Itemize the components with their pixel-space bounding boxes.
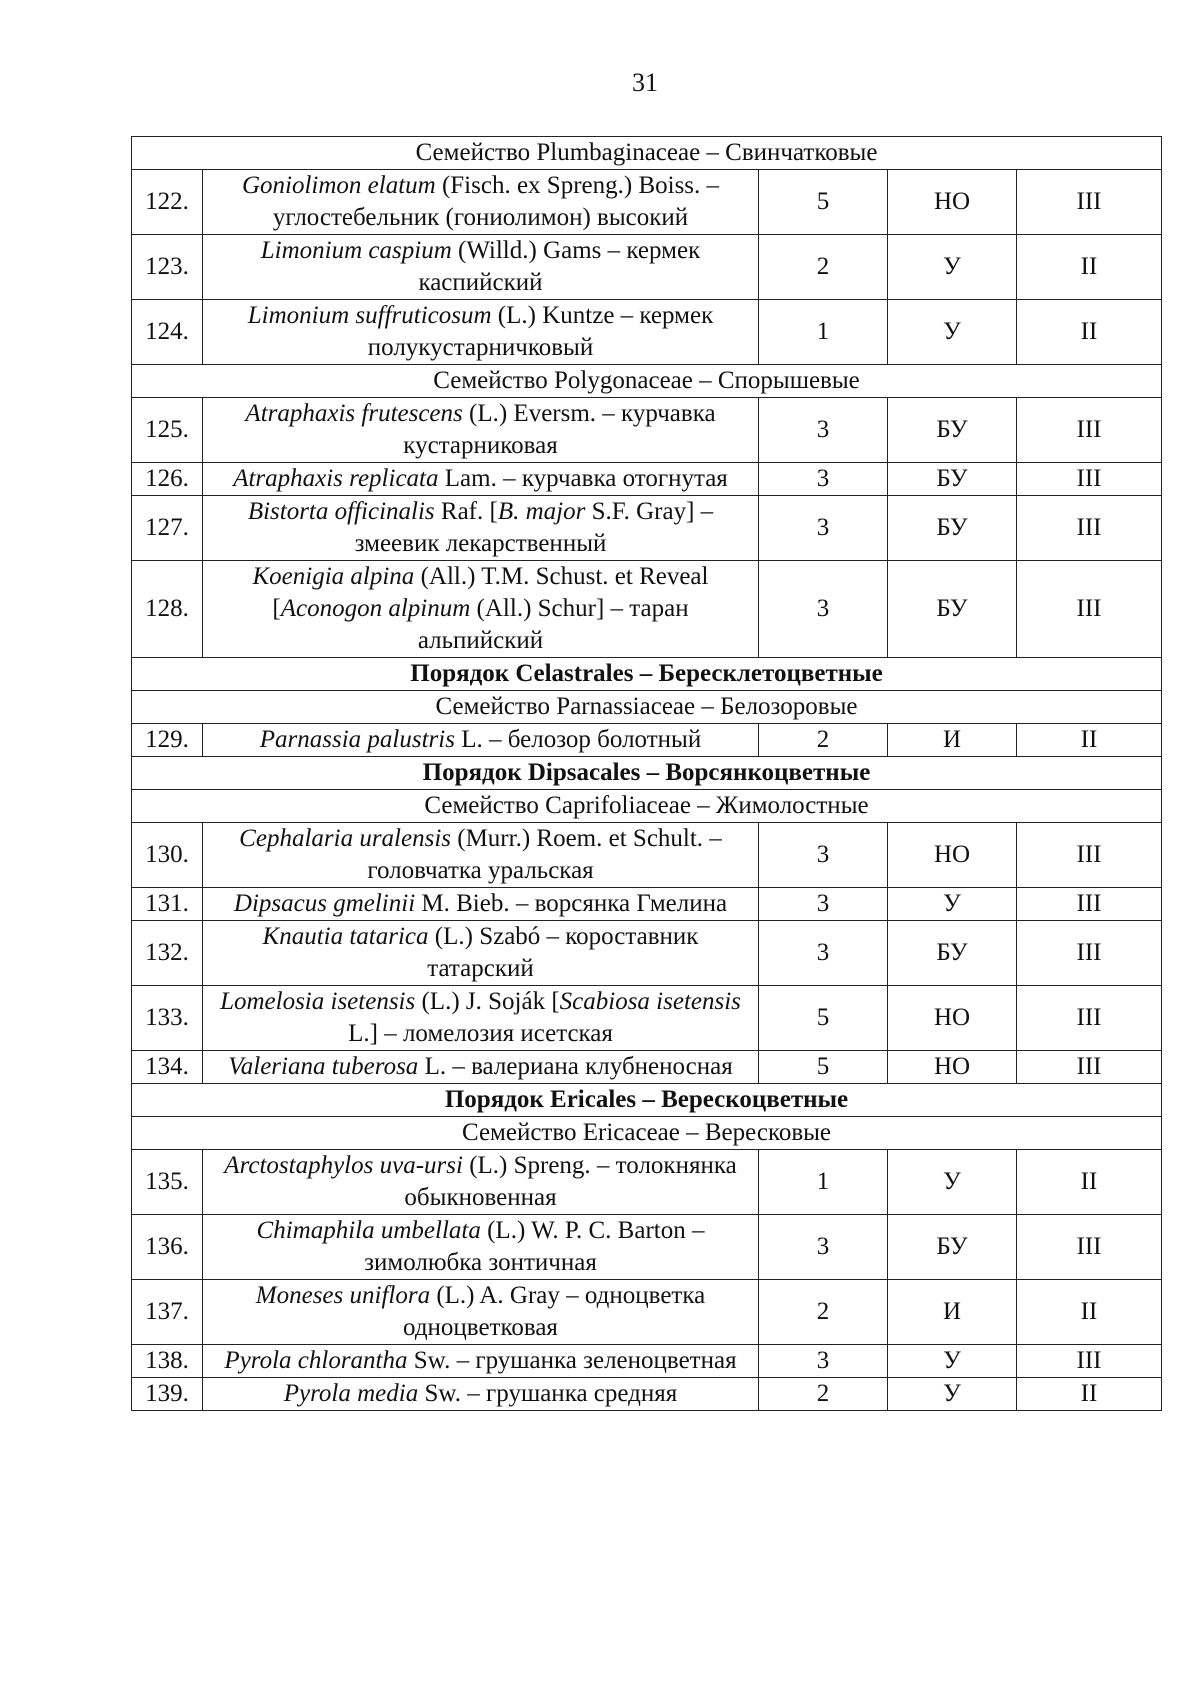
table-row: [132, 1378, 1162, 1411]
priority-level: III: [1017, 986, 1162, 1051]
species-number: 133.: [132, 986, 203, 1051]
priority-level: II: [1017, 724, 1162, 757]
latin-name: Knautia tatarica: [262, 923, 429, 950]
status-code: БУ: [888, 496, 1017, 561]
order-header-row: [132, 1084, 1162, 1117]
species-name: [203, 496, 759, 561]
species-name: [203, 463, 759, 496]
species-name: [203, 921, 759, 986]
priority-level: II: [1017, 300, 1162, 365]
latin-name: Moneses uniflora: [255, 1282, 431, 1309]
species-number: 123.: [132, 235, 203, 300]
species-name: [203, 1345, 759, 1378]
name-text: (L.) W. P. C. Barton – зимолюбка зонтичная: [364, 1217, 705, 1276]
table-row: [132, 1051, 1162, 1084]
name-text: (L.) Eversm. – курчавка кустарниковая: [403, 400, 716, 459]
latin-name: Chimaphila umbellata: [256, 1217, 481, 1244]
family-title: Семейство Parnassiaceae – Белозоровые: [132, 691, 1162, 724]
priority-level: III: [1017, 398, 1162, 463]
species-name: [203, 235, 759, 300]
latin-name: Limonium suffruticosum: [247, 302, 492, 329]
priority-level: III: [1017, 1051, 1162, 1084]
family-header-row: [132, 1117, 1162, 1150]
species-name: [203, 561, 759, 658]
species-name: [203, 300, 759, 365]
species-number: 129.: [132, 724, 203, 757]
latin-name: Koenigia alpina: [252, 563, 415, 590]
species-name: [203, 823, 759, 888]
table-row: [132, 1150, 1162, 1215]
latin-name: Lomelosia isetensis: [220, 988, 416, 1015]
priority-level: III: [1017, 561, 1162, 658]
species-name: [203, 1378, 759, 1411]
latin-name: Bistorta officinalis: [247, 498, 435, 525]
status-code: И: [888, 1280, 1017, 1345]
name-text: (Fisch. ex Spreng.) Boiss. – углостебельник (гониолимон) высокий: [272, 172, 720, 231]
family-header-row: [132, 365, 1162, 398]
latin-name: Goniolimon elatum: [241, 172, 436, 199]
species-number: 134.: [132, 1051, 203, 1084]
status-code: НО: [888, 1051, 1017, 1084]
status-code: У: [888, 1345, 1017, 1378]
species-table-body: [132, 137, 1162, 1411]
family-header-row: [132, 691, 1162, 724]
name-text: S.F. Gray] – змеевик лекарственный: [354, 498, 714, 557]
name-text: (L.) A. Gray – одноцветка одноцветковая: [403, 1282, 706, 1341]
species-name: [203, 986, 759, 1051]
name-text: Lam. – курчавка отогнутая: [438, 465, 728, 492]
rarity-category: 3: [759, 463, 888, 496]
name-text: Sw. – грушанка средняя: [418, 1380, 678, 1407]
species-name: [203, 1280, 759, 1345]
priority-level: III: [1017, 888, 1162, 921]
table-row: [132, 823, 1162, 888]
order-header-row: [132, 658, 1162, 691]
rarity-category: 5: [759, 1051, 888, 1084]
species-number: 126.: [132, 463, 203, 496]
table-row: [132, 463, 1162, 496]
status-code: НО: [888, 986, 1017, 1051]
status-code: БУ: [888, 463, 1017, 496]
family-title: Семейство Caprifoliaceae – Жимолостные: [132, 790, 1162, 823]
name-text: (All.) T.M. Schust. et Reveal [: [272, 563, 709, 622]
status-code: У: [888, 888, 1017, 921]
order-title: Порядок Dipsacales – Ворсянкоцветные: [132, 757, 1162, 790]
species-name: [203, 888, 759, 921]
latin-name: Valeriana tuberosa: [228, 1053, 419, 1080]
status-code: БУ: [888, 561, 1017, 658]
latin-name: Parnassia palustris: [259, 726, 455, 753]
rarity-category: 3: [759, 888, 888, 921]
name-text: Sw. – грушанка зеленоцветная: [407, 1347, 737, 1374]
species-number: 122.: [132, 170, 203, 235]
name-text: Raf. [: [434, 498, 498, 525]
priority-level: III: [1017, 921, 1162, 986]
status-code: БУ: [888, 921, 1017, 986]
table-row: [132, 1280, 1162, 1345]
rarity-category: 3: [759, 921, 888, 986]
latin-name: B. major: [497, 498, 586, 525]
priority-level: II: [1017, 235, 1162, 300]
latin-name: Limonium caspium: [260, 237, 452, 264]
table-row: [132, 1345, 1162, 1378]
status-code: НО: [888, 823, 1017, 888]
name-text: L. – валериана клубненосная: [418, 1053, 733, 1080]
table-row: [132, 1215, 1162, 1280]
species-number: 137.: [132, 1280, 203, 1345]
table-row: [132, 888, 1162, 921]
priority-level: III: [1017, 463, 1162, 496]
rarity-category: 2: [759, 1280, 888, 1345]
species-name: [203, 170, 759, 235]
species-name: [203, 398, 759, 463]
priority-level: III: [1017, 1345, 1162, 1378]
status-code: У: [888, 1150, 1017, 1215]
status-code: И: [888, 724, 1017, 757]
family-title: Семейство Plumbaginaceae – Свинчатковые: [132, 137, 1162, 170]
species-number: 138.: [132, 1345, 203, 1378]
rarity-category: 5: [759, 986, 888, 1051]
rarity-category: 3: [759, 561, 888, 658]
table-row: [132, 496, 1162, 561]
family-header-row: [132, 790, 1162, 823]
rarity-category: 2: [759, 724, 888, 757]
table-row: [132, 921, 1162, 986]
species-number: 139.: [132, 1378, 203, 1411]
species-number: 136.: [132, 1215, 203, 1280]
table-row: [132, 561, 1162, 658]
priority-level: II: [1017, 1150, 1162, 1215]
order-title: Порядок Ericales – Верескоцветные: [132, 1084, 1162, 1117]
name-text: (Willd.) Gams – кермек каспийский: [418, 237, 701, 296]
species-number: 135.: [132, 1150, 203, 1215]
name-text: (All.) Schur] – таран альпийский: [417, 595, 689, 654]
status-code: У: [888, 1378, 1017, 1411]
species-name: [203, 1150, 759, 1215]
name-text: L.] – ломелозия исетская: [348, 1020, 613, 1047]
order-header-row: [132, 757, 1162, 790]
species-number: 130.: [132, 823, 203, 888]
latin-name: Scabiosa isetensis: [559, 988, 741, 1015]
priority-level: III: [1017, 496, 1162, 561]
rarity-category: 3: [759, 398, 888, 463]
species-number: 128.: [132, 561, 203, 658]
latin-name: Dipsacus gmelinii: [233, 890, 416, 917]
name-text: (L.) Kuntze – кермек полукустарничковый: [367, 302, 714, 361]
status-code: НО: [888, 170, 1017, 235]
table-row: [132, 235, 1162, 300]
family-header-row: [132, 137, 1162, 170]
rarity-category: 2: [759, 235, 888, 300]
name-text: L. – белозор болотный: [454, 726, 702, 753]
status-code: БУ: [888, 1215, 1017, 1280]
priority-level: II: [1017, 1378, 1162, 1411]
latin-name: Atraphaxis replicata: [233, 465, 439, 492]
priority-level: III: [1017, 170, 1162, 235]
status-code: У: [888, 300, 1017, 365]
latin-name: Arctostaphylos uva-ursi: [224, 1152, 463, 1179]
table-row: [132, 170, 1162, 235]
species-name: [203, 1051, 759, 1084]
latin-name: Atraphaxis frutescens: [245, 400, 463, 427]
latin-name: Aconogon alpinum: [280, 595, 471, 622]
priority-level: II: [1017, 1280, 1162, 1345]
priority-level: III: [1017, 823, 1162, 888]
family-title: Семейство Polygonaceae – Спорышевые: [132, 365, 1162, 398]
name-text: (L.) Szabó – короставник татарский: [427, 923, 699, 982]
rarity-category: 3: [759, 496, 888, 561]
latin-name: Cephalaria uralensis: [239, 825, 451, 852]
rarity-category: 3: [759, 823, 888, 888]
name-text: (L.) Spreng. – толокнянка обыкновенная: [404, 1152, 737, 1211]
status-code: У: [888, 235, 1017, 300]
order-title: Порядок Celastrales – Бересклетоцветные: [132, 658, 1162, 691]
rarity-category: 5: [759, 170, 888, 235]
species-number: 127.: [132, 496, 203, 561]
priority-level: III: [1017, 1215, 1162, 1280]
latin-name: Pyrola chlorantha: [224, 1347, 408, 1374]
rarity-category: 1: [759, 300, 888, 365]
table-row: [132, 986, 1162, 1051]
species-table: [131, 136, 1162, 1411]
name-text: (Murr.) Roem. et Schult. – головчатка уральская: [367, 825, 722, 884]
rarity-category: 3: [759, 1215, 888, 1280]
table-row: [132, 724, 1162, 757]
species-number: 132.: [132, 921, 203, 986]
species-name: [203, 724, 759, 757]
page-number: 31: [632, 68, 658, 97]
name-text: M. Bieb. – ворсянка Гмелина: [415, 890, 728, 917]
table-row: [132, 398, 1162, 463]
rarity-category: 2: [759, 1378, 888, 1411]
rarity-category: 1: [759, 1150, 888, 1215]
latin-name: Pyrola media: [283, 1380, 419, 1407]
species-number: 124.: [132, 300, 203, 365]
table-row: [132, 300, 1162, 365]
rarity-category: 3: [759, 1345, 888, 1378]
status-code: БУ: [888, 398, 1017, 463]
species-name: [203, 1215, 759, 1280]
name-text: (L.) J. Soják [: [415, 988, 560, 1015]
family-title: Семейство Ericaceae – Вересковые: [132, 1117, 1162, 1150]
species-number: 131.: [132, 888, 203, 921]
species-number: 125.: [132, 398, 203, 463]
